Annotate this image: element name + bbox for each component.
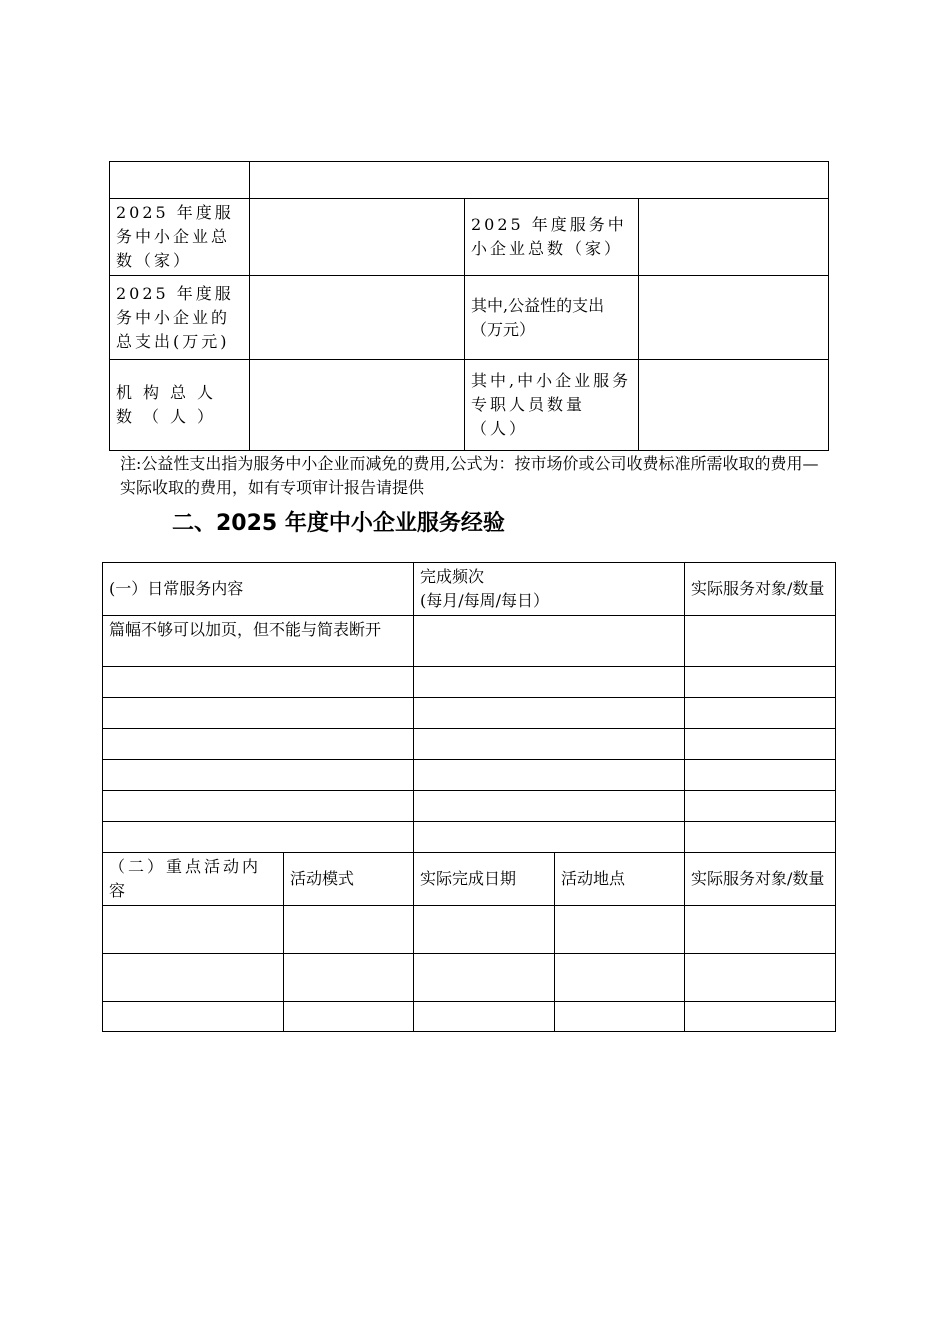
section-heading: 二、2025 年度中小企业服务经验 (172, 511, 505, 536)
staff-count-label: 机构总人数（人） (110, 360, 250, 451)
footnote: 注:公益性支出指为服务中小企业而减免的费用,公式为：按市场价或公司收费标准所需收取的费用—实际收取的费用，如有专项审计报告请提供 (120, 454, 819, 497)
frequency-cell[interactable] (414, 791, 685, 822)
activity-location-header: 活动地点 (555, 853, 685, 906)
content-cell[interactable] (103, 698, 414, 729)
table-row (103, 616, 836, 667)
activities-header-row (103, 853, 836, 906)
activity-content-cell[interactable] (103, 906, 284, 954)
table-row (110, 199, 829, 276)
dedicated-staff-value[interactable] (639, 360, 829, 451)
daily-content-header: (一）日常服务内容 (103, 563, 414, 616)
activity-mode-cell[interactable] (284, 906, 414, 954)
activity-target-cell[interactable] (685, 954, 836, 1002)
table-row (103, 698, 836, 729)
activity-location-cell[interactable] (555, 954, 685, 1002)
daily-note-cell[interactable]: 篇幅不够可以加页，但不能与简表断开 (103, 616, 414, 667)
table-row (103, 791, 836, 822)
frequency-cell[interactable] (414, 616, 685, 667)
content-cell[interactable] (103, 667, 414, 698)
table-row (110, 162, 829, 199)
table-row (103, 954, 836, 1002)
target-cell[interactable] (685, 822, 836, 853)
daily-target-header: 实际服务对象/数量 (685, 563, 836, 616)
activity-date-cell[interactable] (414, 954, 555, 1002)
activity-mode-cell[interactable] (284, 954, 414, 1002)
activity-content-cell[interactable] (103, 954, 284, 1002)
target-cell[interactable] (685, 698, 836, 729)
activity-date-cell[interactable] (414, 906, 555, 954)
public-expense-value[interactable] (639, 276, 829, 360)
frequency-cell[interactable] (414, 760, 685, 791)
activity-target-cell[interactable] (685, 906, 836, 954)
table-row (103, 1002, 836, 1032)
frequency-cell[interactable] (414, 667, 685, 698)
frequency-header (414, 563, 685, 616)
daily-header-row (103, 563, 836, 616)
activity-content-header: （二）重点活动内容 (103, 853, 284, 906)
activity-location-cell[interactable] (555, 1002, 685, 1032)
frequency-header-line2: (每月/每周/每日） (420, 591, 550, 610)
table-row (103, 822, 836, 853)
activity-mode-header: 活动模式 (284, 853, 414, 906)
dedicated-staff-label: 其中,中小企业服务专职人员数量（人） (465, 360, 639, 451)
label-cell (110, 162, 250, 199)
content-cell[interactable] (103, 729, 414, 760)
frequency-cell[interactable] (414, 729, 685, 760)
table-row (110, 360, 829, 451)
frequency-cell[interactable] (414, 822, 685, 853)
table-row (110, 276, 829, 360)
activity-mode-cell[interactable] (284, 1002, 414, 1032)
table-row (103, 760, 836, 791)
served-count-right-label: 2025 年度服务中小企业总数（家） (465, 199, 639, 276)
table-row (103, 729, 836, 760)
total-expense-label: 2025 年度服务中小企业的总支出(万元) (110, 276, 250, 360)
target-cell[interactable] (685, 791, 836, 822)
table-row (103, 667, 836, 698)
activity-date-header: 实际完成日期 (414, 853, 555, 906)
service-experience-table (102, 562, 836, 1032)
target-cell[interactable] (685, 760, 836, 791)
activity-target-cell[interactable] (685, 1002, 836, 1032)
value-cell[interactable] (250, 162, 829, 199)
staff-count-value[interactable] (250, 360, 465, 451)
frequency-cell[interactable] (414, 698, 685, 729)
activity-content-cell[interactable] (103, 1002, 284, 1032)
served-count-right-value[interactable] (639, 199, 829, 276)
activity-date-cell[interactable] (414, 1002, 555, 1032)
target-cell[interactable] (685, 667, 836, 698)
content-cell[interactable] (103, 791, 414, 822)
served-count-label: 2025 年度服务中小企业总数（家） (110, 199, 250, 276)
content-cell[interactable] (103, 822, 414, 853)
table-row (103, 906, 836, 954)
activity-target-header: 实际服务对象/数量 (685, 853, 836, 906)
target-cell[interactable] (685, 729, 836, 760)
content-cell[interactable] (103, 760, 414, 791)
served-count-value[interactable] (250, 199, 465, 276)
total-expense-value[interactable] (250, 276, 465, 360)
frequency-header-line1: 完成频次 (420, 567, 485, 586)
target-cell[interactable] (685, 616, 836, 667)
organization-summary-table (109, 161, 829, 451)
activity-location-cell[interactable] (555, 906, 685, 954)
public-expense-label: 其中,公益性的支出（万元） (465, 276, 639, 360)
